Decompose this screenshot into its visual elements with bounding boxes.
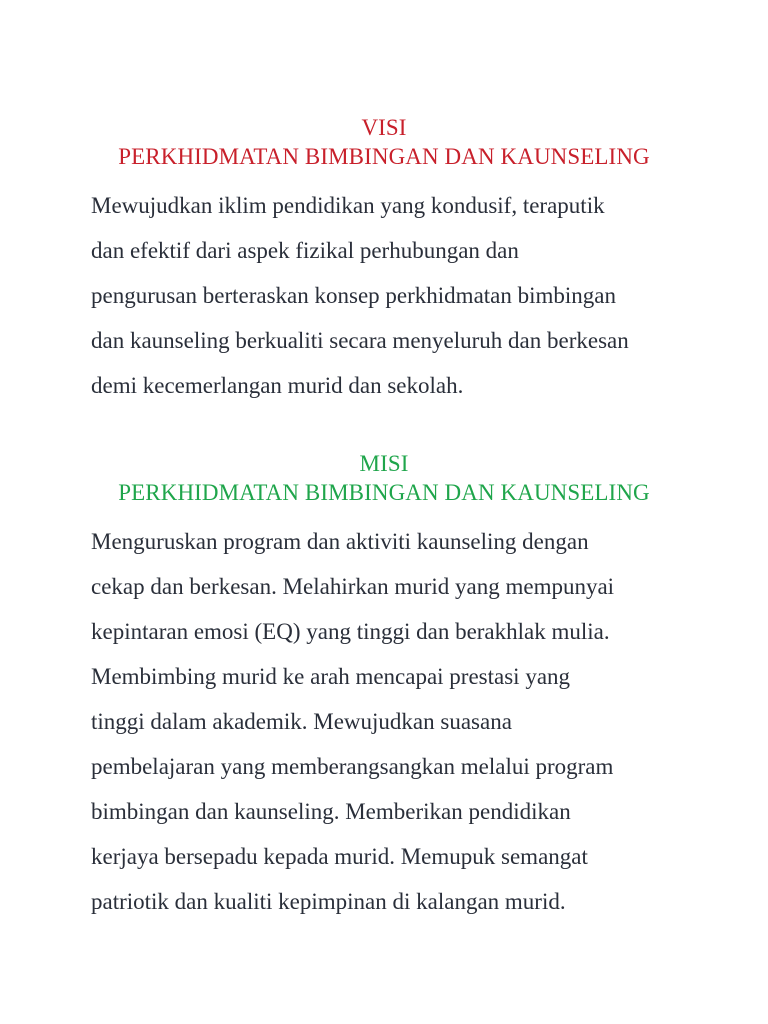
visi-heading — [91, 113, 677, 171]
misi-line: Menguruskan program dan aktiviti kaunseling dengan — [91, 529, 589, 554]
visi-subtitle: PERKHIDMATAN BIMBINGAN DAN KAUNSELING — [118, 144, 650, 169]
misi-title: MISI — [359, 451, 409, 476]
visi-line: dan efektif dari aspek fizikal perhubungan dan — [91, 238, 519, 263]
misi-section — [91, 449, 691, 924]
visi-line: Mewujudkan iklim pendidikan yang kondusif, teraputik — [91, 193, 605, 218]
visi-paragraph — [91, 183, 691, 408]
misi-line: pembelajaran yang memberangsangkan melalui program — [91, 754, 614, 779]
visi-section — [91, 113, 691, 408]
misi-line: Membimbing murid ke arah mencapai prestasi yang — [91, 664, 571, 689]
misi-line: kepintaran emosi (EQ) yang tinggi dan berakhlak mulia. — [91, 619, 610, 644]
misi-subtitle: PERKHIDMATAN BIMBINGAN DAN KAUNSELING — [118, 480, 650, 505]
visi-line: demi kecemerlangan murid dan sekolah. — [91, 373, 464, 398]
visi-line: pengurusan berteraskan konsep perkhidmatan bimbingan — [91, 283, 617, 308]
misi-line: kerjaya bersepadu kepada murid. Memupuk semangat — [91, 844, 588, 869]
visi-title: VISI — [361, 115, 407, 140]
misi-line: cekap dan berkesan. Melahirkan murid yang mempunyai — [91, 574, 615, 599]
misi-line: patriotik dan kualiti kepimpinan di kalangan murid. — [91, 889, 566, 914]
misi-line: bimbingan dan kaunseling. Memberikan pendidikan — [91, 799, 571, 824]
misi-line: tinggi dalam akademik. Mewujudkan suasana — [91, 709, 512, 734]
misi-paragraph — [91, 519, 691, 924]
misi-heading — [91, 449, 677, 507]
visi-line: dan kaunseling berkualiti secara menyeluruh dan berkesan — [91, 328, 629, 353]
